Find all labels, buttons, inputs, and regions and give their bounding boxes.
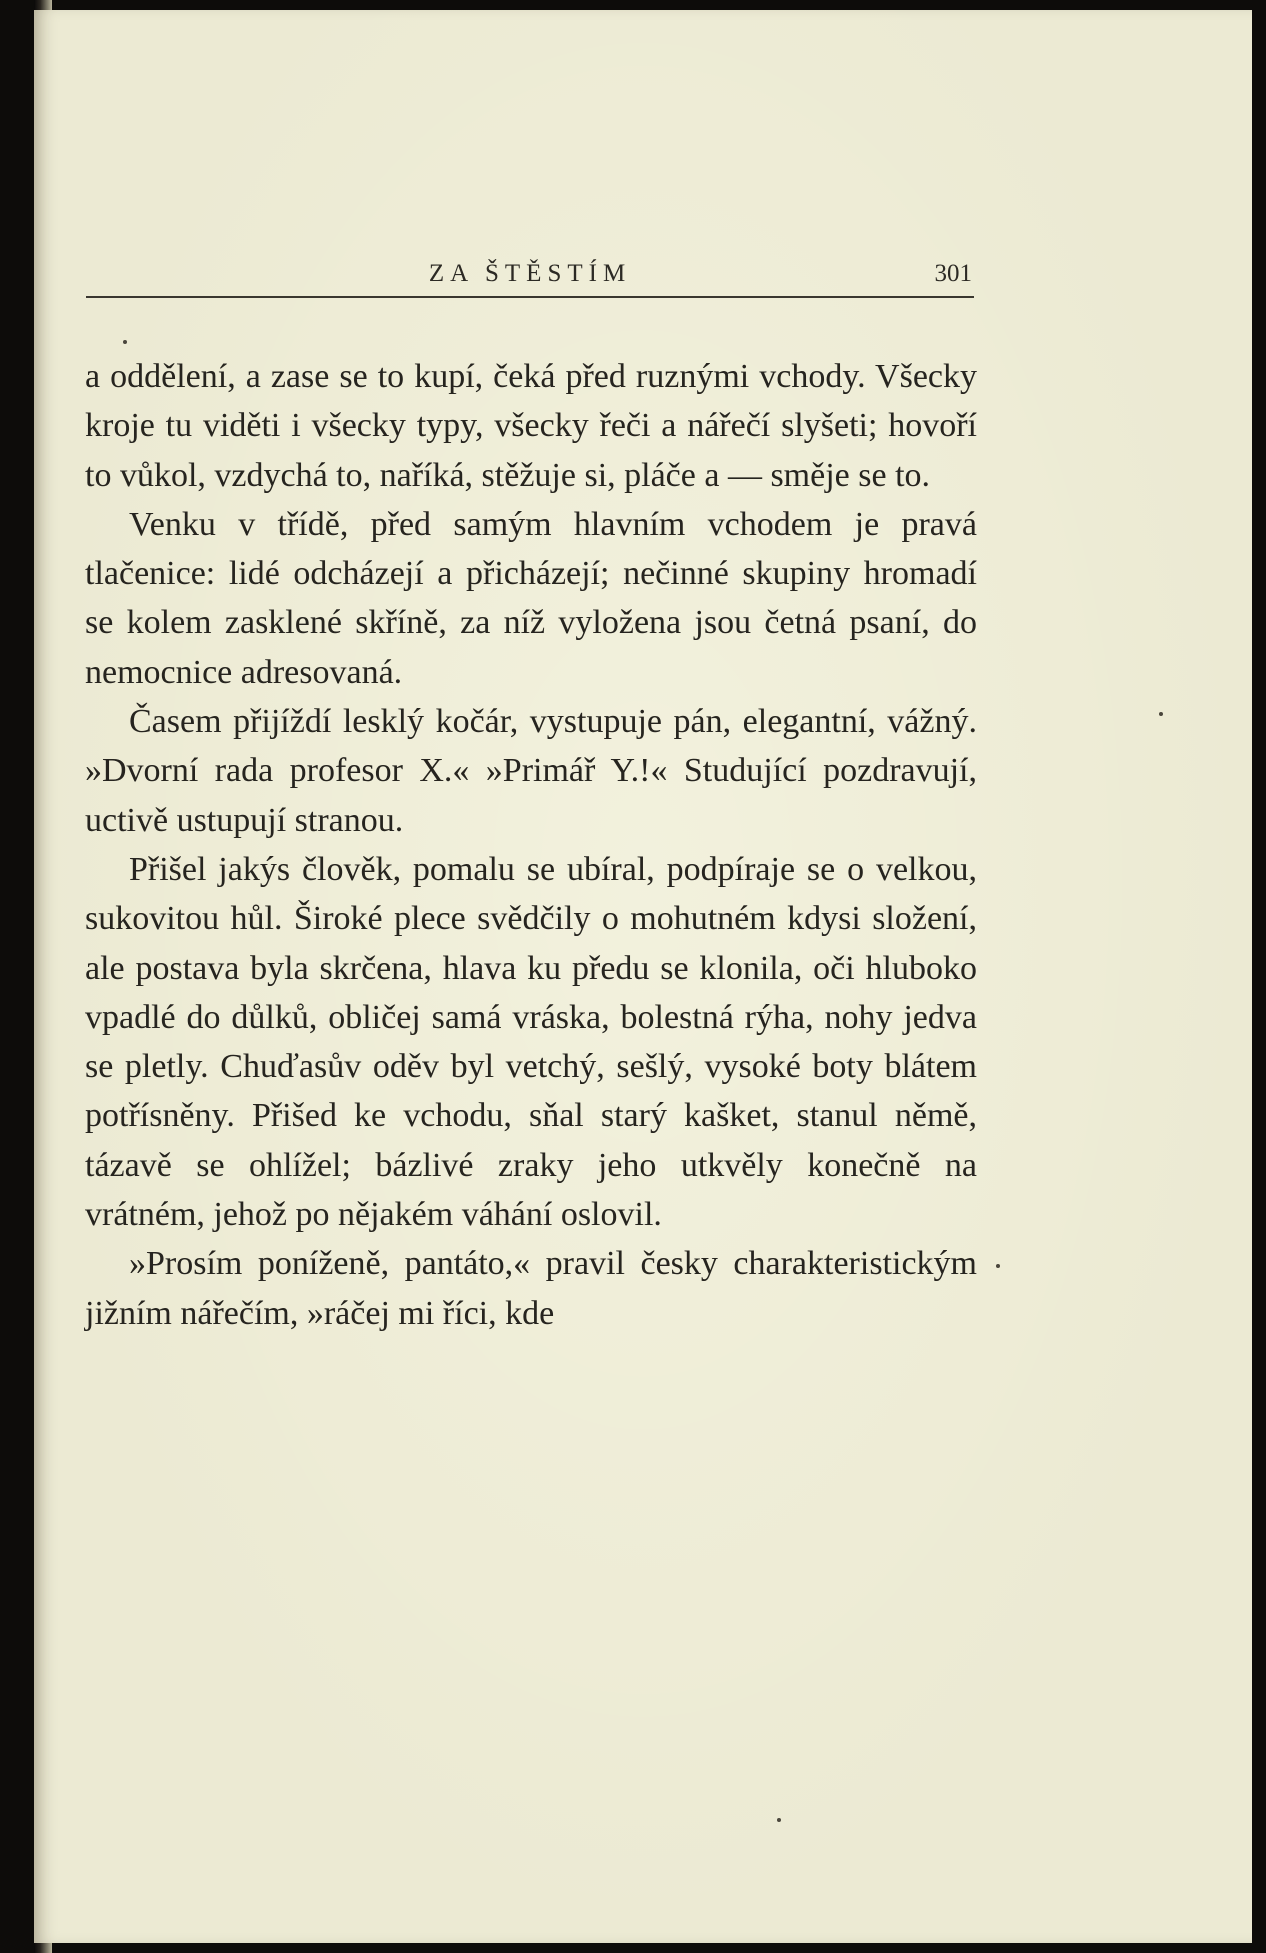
page-number: 301 [934, 260, 972, 287]
paragraph: Venku v třídě, před samým hlavním vchodem je pravá tlačenice: lidé odcházejí a přicházejí; nečinné skupiny hromadí se kolem zasklené skříně, za níž vyložena jsou četná psaní, do nemocnice adresovaná. [85, 505, 977, 691]
paragraph: »Prosím poníženě, pantáto,« pravil česky charakteristickým jižním nářečím, »ráčej mi říci, kde [85, 1245, 977, 1332]
paper-speck [1159, 712, 1163, 716]
running-header [86, 256, 974, 298]
paragraph: Přišel jakýs člověk, pomalu se ubíral, podpíraje se o velkou, sukovitou hůl. Široké plece svědčily o mohutném kdysi složení, ale postava byla skrčena, hlava ku předu se klonila, oči hluboko vpadlé do důlků, obličej samá vráska, bolestná rýha, nohy jedva se pletly. Chuďasův oděv byl vetchý, sešlý, vysoké boty blátem potřísněny. Přišed ke vchodu, sňal starý kašket, stanul němě, tázavě se ohlížel; bázlivé zraky jeho utkvěly konečně na vrátném, jehož po nějakém váhání oslovil. [85, 850, 977, 1234]
running-title: ZA ŠTĚSTÍM [428, 260, 632, 287]
paper-speck [996, 1264, 1000, 1268]
paper-speck [777, 1818, 781, 1822]
body-text [85, 352, 977, 1338]
paragraph: a oddělení, a zase se to kupí, čeká před ruznými vchody. Všecky kroje tu viděti i všecky typy, všecky řeči a nářečí slyšeti; hovoří to vůkol, vzdychá to, naříká, stěžuje si, pláče a — směje se to. [85, 358, 977, 494]
paragraph: Časem přijíždí lesklý kočár, vystupuje pán, elegantní, vážný. »Dvorní rada profesor X.« »Primář Y.!« Studující pozdravují, uctivě ustupují stranou. [85, 703, 977, 839]
paper-speck [123, 340, 127, 344]
